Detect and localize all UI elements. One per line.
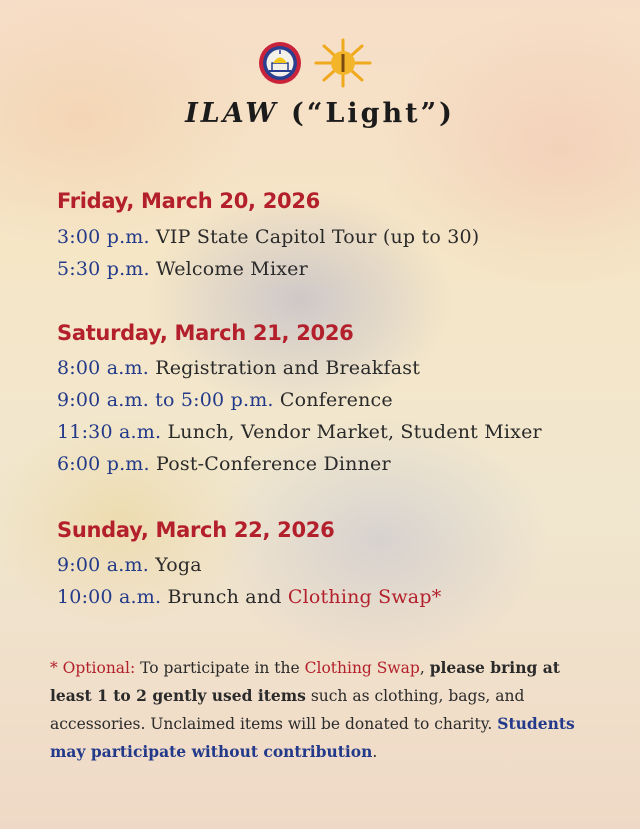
item-time: 9:00 a.m. to 5:00 p.m.: [57, 389, 274, 411]
item-event: Conference: [279, 389, 393, 411]
item-event: Registration and Breakfast: [155, 357, 421, 379]
item-event: Brunch and: [167, 586, 282, 608]
item-event: Lunch, Vendor Market, Student Mixer: [167, 421, 542, 443]
item-time: 10:00 a.m.: [57, 586, 162, 608]
optional-note: [50, 654, 595, 766]
title-sub: (“Light”): [291, 98, 455, 129]
note-end: .: [372, 743, 378, 761]
item-event: Post-Conference Dinner: [156, 453, 391, 475]
item-time: 3:00 p.m.: [57, 226, 150, 248]
seal-logo-icon: [258, 41, 302, 85]
item-event: Yoga: [155, 554, 202, 576]
note-text: To participate in the: [135, 659, 305, 677]
schedule-item: [57, 421, 542, 443]
day-heading-sunday: Sunday, March 22, 2026: [57, 518, 335, 542]
item-time: 8:00 a.m.: [57, 357, 149, 379]
schedule-item: [57, 226, 479, 248]
item-event: Welcome Mixer: [156, 258, 308, 280]
schedule-item: [57, 357, 420, 379]
schedule-item: [57, 258, 308, 280]
logo-row: [0, 38, 640, 88]
note-bold: please bring at least 1 to 2 gently used items: [50, 658, 560, 705]
item-time: 6:00 p.m.: [57, 453, 150, 475]
page-title: [0, 98, 640, 129]
note-students: Students may participate without contribution: [50, 714, 575, 761]
note-text: such as clothing, bags, and accessories. Unclaimed items will be donated to charity.: [50, 687, 525, 733]
note-swap: Clothing Swap: [304, 659, 420, 677]
note-optional-label: * Optional:: [50, 659, 136, 677]
schedule-item: [57, 389, 393, 411]
note-text: ,: [419, 659, 430, 677]
day-heading-saturday: Saturday, March 21, 2026: [57, 321, 354, 345]
item-event: VIP State Capitol Tour (up to 30): [156, 226, 480, 248]
schedule-item: [57, 586, 441, 608]
schedule-item: [57, 554, 202, 576]
item-time: 9:00 a.m.: [57, 554, 149, 576]
item-highlight: Clothing Swap*: [287, 586, 442, 608]
title-main: ILAW: [185, 98, 279, 129]
item-time: 5:30 p.m.: [57, 258, 150, 280]
day-heading-friday: Friday, March 20, 2026: [57, 189, 320, 213]
item-time: 11:30 a.m.: [57, 421, 162, 443]
schedule-item: [57, 453, 391, 475]
sun-logo-icon: [312, 38, 374, 88]
